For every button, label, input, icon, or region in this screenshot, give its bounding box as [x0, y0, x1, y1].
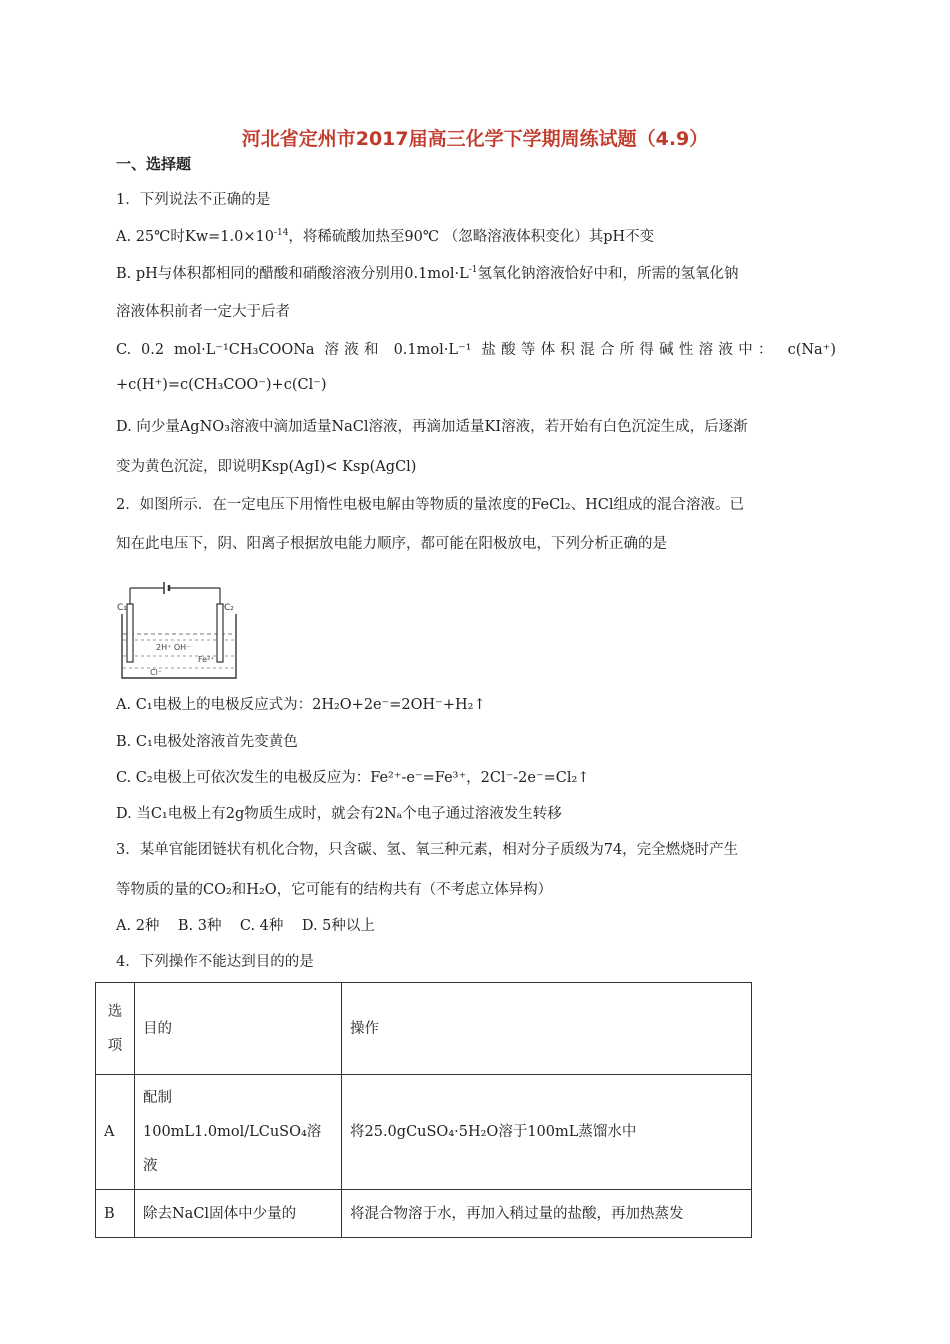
- q2-option-d: D. 当C₁电极上有2g物质生成时，就会有2Nₐ个电子通过溶液发生转移: [116, 806, 562, 822]
- ion-label-cl: Cl⁻: [150, 668, 163, 677]
- q2-stem-line1: 2．如图所示．在一定电压下用惰性电极电解由等物质的量浓度的FeCl₂、HCl组成的混合溶液。已: [116, 497, 744, 513]
- q3-options: A. 2种 B. 3种 C. 4种 D. 5种以上: [116, 918, 375, 934]
- q1-a-part1: A. 25℃时Kw=1.0×10: [116, 229, 274, 245]
- table-header-cell: 目的: [135, 983, 342, 1075]
- q1-stem: 1．下列说法不正确的是: [116, 192, 271, 208]
- table-cell: 除去NaCl固体中少量的: [135, 1190, 342, 1238]
- table-row: [96, 1075, 752, 1190]
- q1-b-sup: -1: [468, 265, 478, 276]
- ion-label-h-oh: 2H⁺ OH⁻: [156, 643, 191, 652]
- q1-option-d-line2: 变为黄色沉淀，即说明Ksp(AgI)< Ksp(AgCl): [116, 459, 417, 475]
- q2-option-a: A. C₁电极上的电极反应式为：2H₂O+2e⁻=2OH⁻+H₂↑: [116, 697, 486, 713]
- q1-option-a: [116, 225, 654, 246]
- table-cell: B: [96, 1190, 135, 1238]
- table-cell: 配制100mL1.0mol/LCuSO₄溶液: [135, 1075, 342, 1190]
- electrolysis-figure: [116, 578, 246, 683]
- q1-option-c-line1: C. 0.2 mol·L⁻¹CH₃COONa 溶液和 0.1mol·L⁻¹ 盐酸等体积混合所得碱性溶液中： c(Na⁺): [116, 342, 836, 358]
- table-header-cell: 选项: [96, 983, 135, 1075]
- q1-option-b-line1: [116, 262, 739, 283]
- q1-option-d-line1: D. 向少量AgNO₃溶液中滴加适量NaCl溶液，再滴加适量KI溶液，若开始有白色沉淀生成，后逐渐: [116, 419, 748, 435]
- section-heading: 一、选择题: [116, 155, 192, 173]
- q3-stem-line2: 等物质的量的CO₂和H₂O，它可能有的结构共有（不考虑立体异构）: [116, 882, 553, 898]
- label-c2: C₂: [224, 603, 234, 613]
- table-header-row: [96, 983, 752, 1075]
- q1-option-b-line2: 溶液体积前者一定大于后者: [116, 304, 290, 320]
- table-cell: A: [96, 1075, 135, 1190]
- table-row: [96, 1190, 752, 1238]
- electrode-c2: [217, 604, 223, 662]
- operations-table: [95, 982, 752, 1238]
- q1-b-part1: B. pH与体积都相同的醋酸和硝酸溶液分别用0.1mol·L: [116, 266, 469, 282]
- q1-a-part2: ，将稀硫酸加热至90℃ （忽略溶液体积变化）其pH不变: [288, 229, 655, 245]
- table-cell: 将混合物溶于水，再加入稍过量的盐酸，再加热蒸发: [342, 1190, 752, 1238]
- electrode-c1: [127, 604, 133, 662]
- q2-option-b: B. C₁电极处溶液首先变黄色: [116, 734, 298, 750]
- q2-stem-line2: 知在此电压下，阴、阳离子根据放电能力顺序，都可能在阳极放电，下列分析正确的是: [116, 536, 667, 552]
- ion-label-fe: Fe²⁺: [198, 655, 215, 664]
- document-title: 河北省定州市2017届高三化学下学期周练试题（4.9）: [241, 128, 709, 150]
- q1-option-c-line2: +c(H⁺)=c(CH₃COO⁻)+c(Cl⁻): [116, 377, 327, 393]
- q3-stem-line1: 3．某单官能团链状有机化合物，只含碳、氢、氧三种元素，相对分子质级为74，完全燃烧时产生: [116, 842, 739, 858]
- q4-stem: 4．下列操作不能达到目的的是: [116, 954, 314, 970]
- table-header-cell: 操作: [342, 983, 752, 1075]
- q1-b-part2: 氢氧化钠溶液恰好中和，所需的氢氧化钠: [477, 266, 739, 282]
- table-cell: 将25.0gCuSO₄·5H₂O溶于100mL蒸馏水中: [342, 1075, 752, 1190]
- q1-a-sup: -14: [273, 228, 289, 239]
- q2-option-c: C. C₂电极上可依次发生的电极反应为：Fe²⁺-e⁻=Fe³⁺，2Cl⁻-2e⁻=Cl₂↑: [116, 770, 590, 786]
- label-c1: C₁: [117, 603, 127, 613]
